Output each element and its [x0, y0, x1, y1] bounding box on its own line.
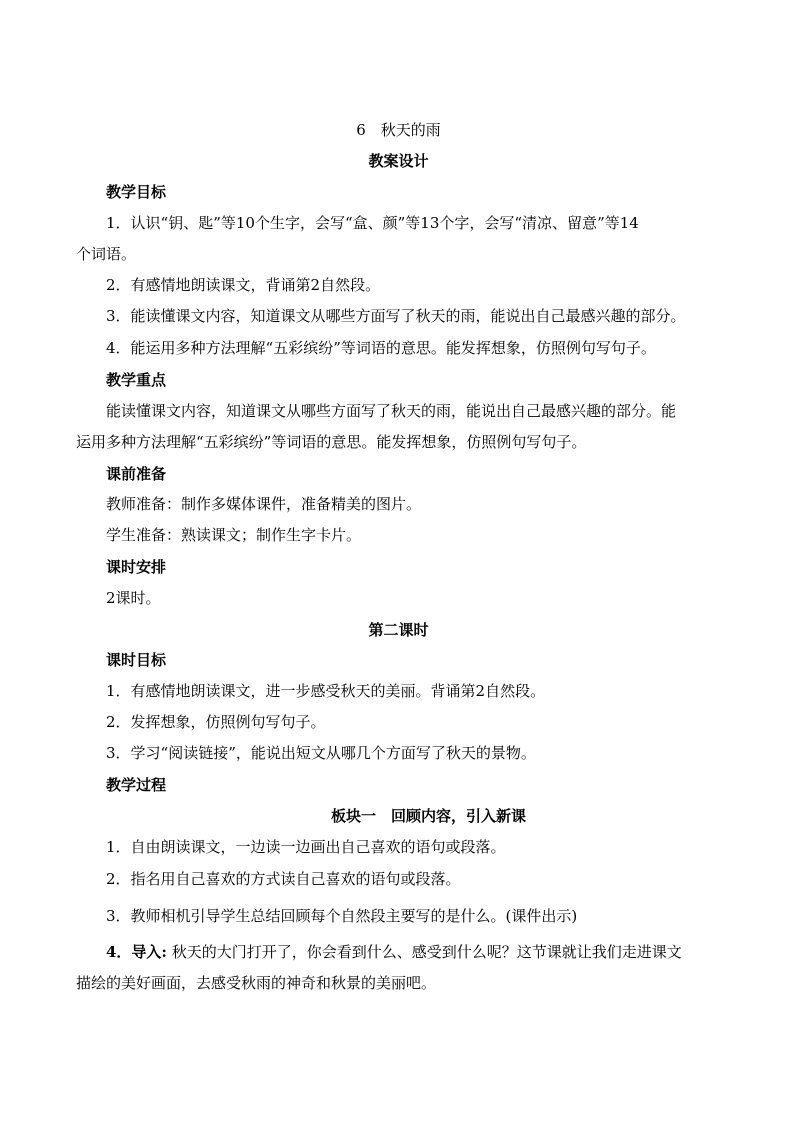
step4-text-continued: 描绘的美好画面，去感受秋雨的神奇和秋景的美丽吧。 — [76, 974, 437, 992]
block1-title: 板块一 回顾内容，引入新课 — [330, 807, 526, 825]
key-heading: 教学重点 — [106, 371, 167, 389]
process-step: 1．自由朗读课文，一边读一边画出自己喜欢的语句或段落。 — [106, 838, 506, 856]
key-text-line: 能读懂课文内容，知道课文从哪些方面写了秋天的雨，能说出自己最感兴趣的部分。能 — [106, 402, 677, 420]
goal-item: 2．有感情地朗读课文，背诵第2自然段。 — [106, 276, 381, 294]
goals-heading: 教学目标 — [106, 183, 167, 201]
schedule-text: 2课时。 — [106, 589, 161, 607]
step4-label: 4．导入: — [106, 943, 167, 961]
page-title: 6 秋天的雨 — [356, 121, 441, 139]
lesson2-goals-heading: 课时目标 — [106, 651, 167, 669]
prep-heading: 课前准备 — [106, 465, 167, 483]
lesson2-goal-item: 1．有感情地朗读课文，进一步感受秋天的美丽。背诵第2自然段。 — [106, 682, 546, 700]
lesson2-goal-item: 3．学习“阅读链接”，能说出短文从哪几个方面写了秋天的景物。 — [106, 744, 536, 762]
step4-text: 秋天的大门打开了，你会看到什么、感受到什么呢？这节课就让我们走进课文 — [171, 943, 682, 961]
teacher-prep: 教师准备：制作多媒体课件，准备精美的图片。 — [106, 495, 422, 513]
page-subtitle: 教案设计 — [368, 152, 429, 170]
process-step: 2．指名用自己喜欢的方式读自己喜欢的语句或段落。 — [106, 870, 461, 888]
process-heading: 教学过程 — [106, 776, 167, 794]
student-prep: 学生准备：熟读课文；制作生字卡片。 — [106, 526, 362, 544]
process-step: 3．教师相机引导学生总结回顾每个自然段主要写的是什么。(课件出示) — [106, 907, 578, 925]
schedule-heading: 课时安排 — [106, 558, 167, 576]
goal-item: 1．认识“钥、匙”等10个生字，会写“盒、颜”等13个字，会写“清凉、留意”等14 — [106, 214, 639, 232]
lesson2-title: 第二课时 — [368, 621, 429, 639]
goal-item: 3．能读懂课文内容，知道课文从哪些方面写了秋天的雨，能说出自己最感兴趣的部分。 — [106, 307, 686, 325]
lesson2-goal-item: 2．发挥想象，仿照例句写句子。 — [106, 713, 326, 731]
process-step-4 — [106, 942, 751, 962]
goal-item: 4．能运用多种方法理解“五彩缤纷”等词语的意思。能发挥想象，仿照例句写句子。 — [106, 339, 656, 357]
goal-item-continued: 个词语。 — [76, 245, 137, 263]
key-text-line: 运用多种方法理解“五彩缤纷”等词语的意思。能发挥想象，仿照例句写句子。 — [76, 433, 587, 451]
